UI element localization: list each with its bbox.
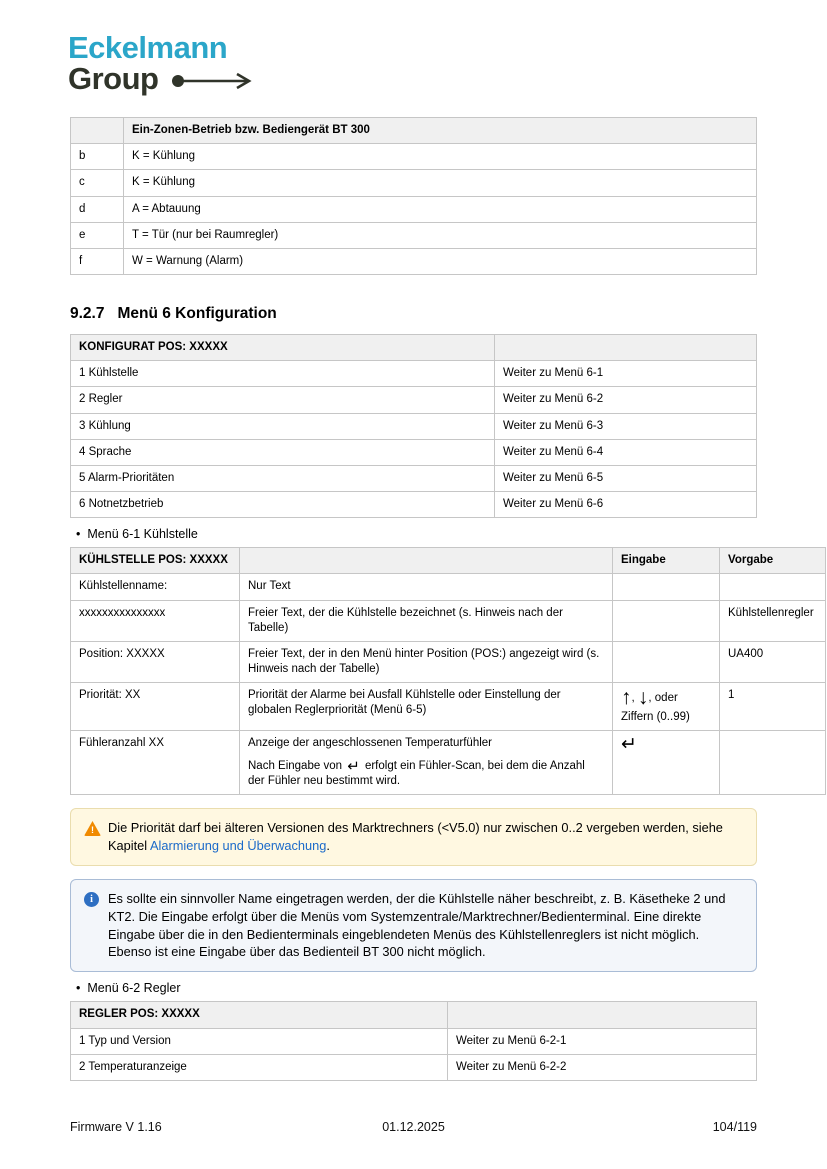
bullet-item-menu-6-1 xyxy=(76,527,757,541)
table-row xyxy=(71,170,757,196)
table-cell: Kühlstellenregler xyxy=(720,600,826,641)
table-header-cell: Vorgabe xyxy=(720,548,826,574)
table-cell xyxy=(613,600,720,641)
table-cell: Position: XXXXX xyxy=(71,641,240,682)
table-cell: Freier Text, der in den Menü hinter Position (POS:) angezeigt wird (s. Hinweis nach der Tabelle) xyxy=(240,641,613,682)
table-cell: c xyxy=(71,170,124,196)
table-header-row xyxy=(71,118,757,144)
table-cell: Weiter zu Menü 6-6 xyxy=(495,492,757,518)
bullet-label: Menü 6-1 Kühlstelle xyxy=(87,527,198,542)
table-cell xyxy=(720,574,826,600)
table-cell xyxy=(613,731,720,795)
table-header-cell xyxy=(448,1002,757,1028)
logo-wordmark-group: Group xyxy=(68,61,159,96)
warning-triangle-icon: ! xyxy=(84,821,101,836)
table-cell xyxy=(720,731,826,795)
table-cell: b xyxy=(71,144,124,170)
konfigurat-table xyxy=(70,334,757,518)
table-row xyxy=(71,465,757,491)
warning-text-end: . xyxy=(326,837,330,853)
separator-text: , xyxy=(631,692,638,705)
arrow-down-icon: ↓ xyxy=(637,686,649,710)
table-header-cell xyxy=(71,118,124,144)
table-cell: 2 Temperaturanzeige xyxy=(71,1054,448,1080)
table-cell xyxy=(613,574,720,600)
table-header-cell: KÜHLSTELLE POS: XXXXX xyxy=(71,548,240,574)
table-row xyxy=(71,248,757,274)
table-row xyxy=(71,387,757,413)
footer-date: 01.12.2025 xyxy=(382,1120,445,1134)
section-heading xyxy=(70,305,757,323)
info-circle-icon: i xyxy=(84,892,99,907)
table-header-cell: KONFIGURAT POS: XXXXX xyxy=(71,335,495,361)
table-cell: A = Abtauung xyxy=(124,196,757,222)
table-header-cell: Ein-Zonen-Betrieb bzw. Bediengerät BT 300 xyxy=(124,118,757,144)
table-header-row xyxy=(71,335,757,361)
table-cell: UA400 xyxy=(720,641,826,682)
table-cell: f xyxy=(71,248,124,274)
table-cell xyxy=(240,731,613,795)
table-cell: K = Kühlung xyxy=(124,170,757,196)
table-cell: 1 Kühlstelle xyxy=(71,361,495,387)
table-cell: Weiter zu Menü 6-2-1 xyxy=(448,1028,757,1054)
table-row xyxy=(71,439,757,465)
table-cell: xxxxxxxxxxxxxxx xyxy=(71,600,240,641)
table-cell: 5 Alarm-Prioritäten xyxy=(71,465,495,491)
table-cell: 1 xyxy=(720,683,826,731)
table-cell: 3 Kühlung xyxy=(71,413,495,439)
section-number: 9.2.7 xyxy=(70,305,105,323)
table-row xyxy=(71,413,757,439)
table-cell: 4 Sprache xyxy=(71,439,495,465)
logo-wordmark-eckelmann: Eckelmann xyxy=(68,30,228,65)
table-cell: T = Tür (nur bei Raumregler) xyxy=(124,222,757,248)
table-cell: Weiter zu Menü 6-4 xyxy=(495,439,757,465)
bullet-icon: • xyxy=(76,527,81,542)
table-cell: W = Warnung (Alarm) xyxy=(124,248,757,274)
table-row xyxy=(71,196,757,222)
separator-text: , oder xyxy=(648,692,678,705)
table-row xyxy=(71,600,826,641)
table-cell: d xyxy=(71,196,124,222)
table-cell: Weiter zu Menü 6-1 xyxy=(495,361,757,387)
table-header-cell xyxy=(495,335,757,361)
table-row xyxy=(71,574,826,600)
footer-firmware-version: Firmware V 1.16 xyxy=(70,1120,162,1134)
bullet-label: Menü 6-2 Regler xyxy=(87,981,181,996)
table-header-cell: REGLER POS: XXXXX xyxy=(71,1002,448,1028)
footer-page-number: 104/119 xyxy=(712,1120,757,1134)
enter-key-icon: ↵ xyxy=(621,734,637,756)
table-cell: Kühlstellenname: xyxy=(71,574,240,600)
table-row xyxy=(71,731,826,795)
table-cell: e xyxy=(71,222,124,248)
page-footer xyxy=(70,1120,757,1134)
table-cell xyxy=(613,641,720,682)
table-header-cell: Eingabe xyxy=(613,548,720,574)
table-row xyxy=(71,492,757,518)
table-cell: 2 Regler xyxy=(71,387,495,413)
desc-line: Anzeige der angeschlossenen Temperaturfühler xyxy=(248,737,492,750)
bullet-item-menu-6-2 xyxy=(76,981,757,995)
table-header-row xyxy=(71,1002,757,1028)
table-row xyxy=(71,1028,757,1054)
info-text: Es sollte ein sinnvoller Name eingetragen werden, der die Kühlstelle näher beschreibt, z. B. Käsetheke 2 und KT2. Die Eingabe erfolgt über die Menüs vom Systemzentrale/Marktrechner/Bedienterminal. Eine direkte Eingabe über die in den Bedienterminals eingeblendeten Menüs des Kühlstellenreglers ist nicht möglich. Ebenso ist eine Eingabe über das Bedienteil BT 300 nicht möglich. xyxy=(108,890,726,960)
kuehlstelle-table xyxy=(70,547,826,795)
table-cell: Fühleranzahl XX xyxy=(71,731,240,795)
enter-key-icon: ↵ xyxy=(347,757,360,775)
arrow-up-icon: ↑ xyxy=(621,686,632,710)
table-row xyxy=(71,1054,757,1080)
table-row xyxy=(71,641,826,682)
table-cell: Weiter zu Menü 6-3 xyxy=(495,413,757,439)
info-note xyxy=(70,879,757,973)
page-content xyxy=(68,0,814,1081)
table-row xyxy=(71,222,757,248)
warning-text: Die Priorität darf bei älteren Versionen des Marktrechners (<V5.0) nur zwischen 0..2 vergeben werden, siehe Kapitel xyxy=(108,819,723,853)
table-row xyxy=(71,144,757,170)
table-cell: Weiter zu Menü 6-5 xyxy=(495,465,757,491)
regler-table xyxy=(70,1001,757,1081)
table-row xyxy=(71,361,757,387)
table-cell: Priorität: XX xyxy=(71,683,240,731)
desc-line: Nach Eingabe von ↵ erfolgt ein Fühler-Scan, bei dem die Anzahl der Fühler neu bestimmt wird. xyxy=(248,757,585,787)
table-header-cell xyxy=(240,548,613,574)
table-cell: Freier Text, der die Kühlstelle bezeichnet (s. Hinweis nach der Tabelle) xyxy=(240,600,613,641)
table-cell: Weiter zu Menü 6-2 xyxy=(495,387,757,413)
section-title: Menü 6 Konfiguration xyxy=(117,305,277,323)
logo-arrow-icon xyxy=(171,72,263,90)
eingabe-detail: Ziffern (0..99) xyxy=(621,711,690,724)
table-cell: K = Kühlung xyxy=(124,144,757,170)
eckelmann-logo xyxy=(68,30,757,96)
table-header-row xyxy=(71,548,826,574)
table-cell: Priorität der Alarme bei Ausfall Kühlstelle oder Einstellung der globalen Reglerpriorität (Menü 6-5) xyxy=(240,683,613,731)
table-cell: Weiter zu Menü 6-2-2 xyxy=(448,1054,757,1080)
warning-note xyxy=(70,808,757,866)
table-cell: 1 Typ und Version xyxy=(71,1028,448,1054)
bullet-icon: • xyxy=(76,981,81,996)
table-cell: 6 Notnetzbetrieb xyxy=(71,492,495,518)
zone-table xyxy=(70,117,757,275)
chapter-link[interactable]: Alarmierung und Überwachung xyxy=(149,837,327,853)
table-cell: Nur Text xyxy=(240,574,613,600)
table-cell xyxy=(613,683,720,731)
table-row xyxy=(71,683,826,731)
